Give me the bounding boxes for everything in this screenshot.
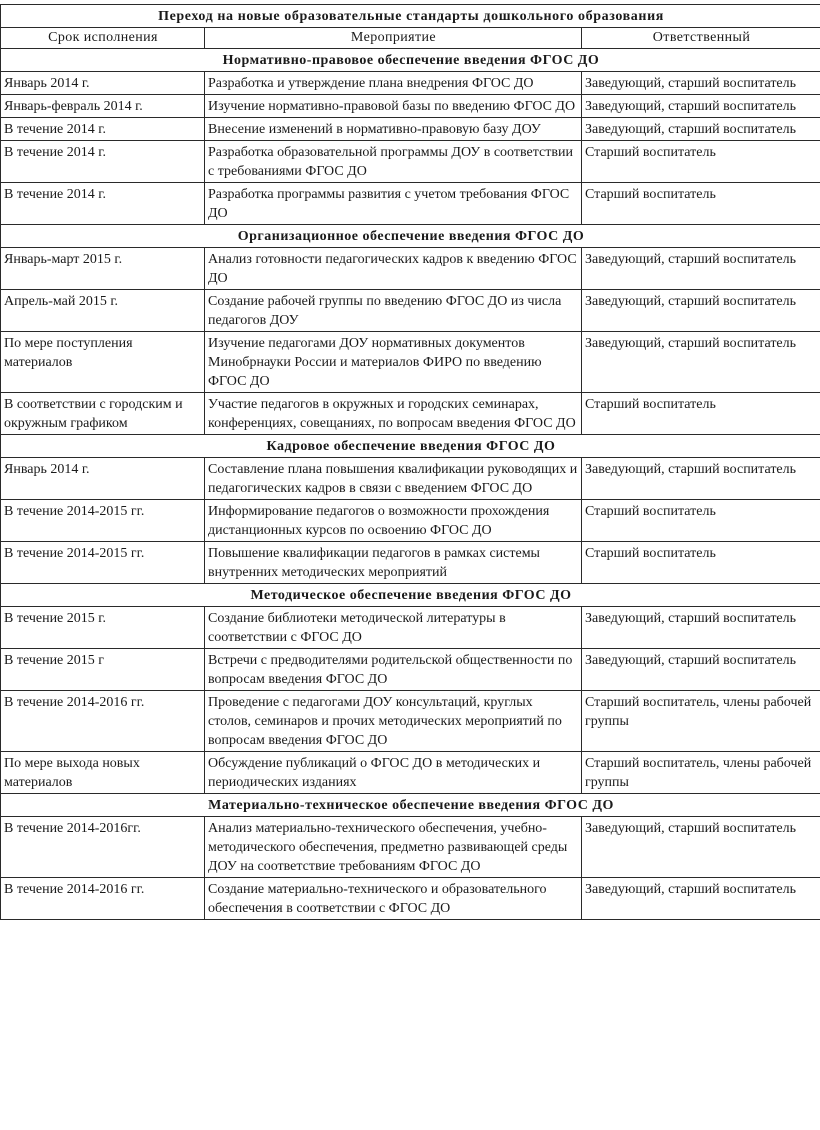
section-row (1, 225, 820, 248)
cell-activity: Изучение нормативно-правовой базы по введению ФГОС ДО (205, 95, 582, 118)
header-activity: Мероприятие (205, 28, 582, 49)
cell-term: В течение 2014 г. (1, 118, 205, 141)
cell-activity: Разработка и утверждение плана внедрения ФГОС ДО (205, 72, 582, 95)
cell-responsible: Старший воспитатель (582, 542, 820, 584)
table-row (1, 290, 820, 332)
cell-term: Январь 2014 г. (1, 72, 205, 95)
cell-activity: Создание рабочей группы по введению ФГОС ДО из числа педагогов ДОУ (205, 290, 582, 332)
cell-term: В течение 2014 г. (1, 183, 205, 225)
cell-responsible: Заведующий, старший воспитатель (582, 649, 820, 691)
table-row (1, 817, 820, 878)
table-row (1, 183, 820, 225)
section-title: Кадровое обеспечение введения ФГОС ДО (1, 435, 820, 458)
section-row (1, 49, 820, 72)
cell-activity: Создание материально-технического и образовательного обеспечения в соответствии с ФГОС ДО (205, 878, 582, 920)
table-row (1, 878, 820, 920)
implementation-plan-table (0, 4, 820, 920)
table-title: Переход на новые образовательные стандарты дошкольного образования (1, 5, 820, 28)
section-title: Методическое обеспечение введения ФГОС ДО (1, 584, 820, 607)
cell-responsible: Заведующий, старший воспитатель (582, 95, 820, 118)
table-row (1, 332, 820, 393)
table-row (1, 141, 820, 183)
cell-term: В течение 2014-2016гг. (1, 817, 205, 878)
section-title: Нормативно-правовое обеспечение введения ФГОС ДО (1, 49, 820, 72)
cell-activity: Обсуждение публикаций о ФГОС ДО в методических и периодических изданиях (205, 752, 582, 794)
section-row (1, 794, 820, 817)
cell-activity: Изучение педагогами ДОУ нормативных документов Минобрнауки России и материалов ФИРО по введению ФГОС ДО (205, 332, 582, 393)
table-row (1, 393, 820, 435)
cell-activity: Внесение изменений в нормативно-правовую базу ДОУ (205, 118, 582, 141)
table-title-row (1, 5, 820, 28)
table-row (1, 95, 820, 118)
cell-responsible: Старший воспитатель (582, 141, 820, 183)
cell-activity: Участие педагогов в окружных и городских семинарах, конференциях, совещаниях, по вопросам введения ФГОС ДО (205, 393, 582, 435)
cell-responsible: Заведующий, старший воспитатель (582, 290, 820, 332)
cell-term: В течение 2014 г. (1, 141, 205, 183)
cell-responsible: Старший воспитатель (582, 393, 820, 435)
table-row (1, 248, 820, 290)
cell-activity: Проведение с педагогами ДОУ консультаций, круглых столов, семинаров и прочих методических мероприятий по вопросам введения ФГОС ДО (205, 691, 582, 752)
table-row (1, 752, 820, 794)
cell-activity: Информирование педагогов о возможности прохождения дистанционных курсов по освоению ФГОС ДО (205, 500, 582, 542)
header-row (1, 28, 820, 49)
cell-activity: Создание библиотеки методической литературы в соответствии с ФГОС ДО (205, 607, 582, 649)
cell-responsible: Старший воспитатель, члены рабочей группы (582, 752, 820, 794)
cell-term: В течение 2014-2015 гг. (1, 500, 205, 542)
cell-term: Январь 2014 г. (1, 458, 205, 500)
cell-responsible: Заведующий, старший воспитатель (582, 817, 820, 878)
section-title: Организационное обеспечение введения ФГОС ДО (1, 225, 820, 248)
table-row (1, 118, 820, 141)
cell-term: Апрель-май 2015 г. (1, 290, 205, 332)
table-row (1, 691, 820, 752)
cell-term: По мере поступления материалов (1, 332, 205, 393)
table-row (1, 607, 820, 649)
table-row (1, 649, 820, 691)
section-row (1, 435, 820, 458)
table-row (1, 458, 820, 500)
cell-activity: Встречи с предводителями родительской общественности по вопросам введения ФГОС ДО (205, 649, 582, 691)
cell-activity: Составление плана повышения квалификации руководящих и педагогических кадров в связи с введением ФГОС ДО (205, 458, 582, 500)
cell-responsible: Старший воспитатель (582, 500, 820, 542)
cell-term: По мере выхода новых материалов (1, 752, 205, 794)
cell-activity: Разработка образовательной программы ДОУ в соответствии с требованиями ФГОС ДО (205, 141, 582, 183)
header-responsible: Ответственный (582, 28, 820, 49)
table-row (1, 72, 820, 95)
cell-activity: Разработка программы развития с учетом требования ФГОС ДО (205, 183, 582, 225)
header-term: Срок исполнения (1, 28, 205, 49)
table-row (1, 500, 820, 542)
cell-responsible: Заведующий, старший воспитатель (582, 72, 820, 95)
cell-term: В течение 2015 г (1, 649, 205, 691)
cell-term: В соответствии с городским и окружным графиком (1, 393, 205, 435)
cell-responsible: Заведующий, старший воспитатель (582, 118, 820, 141)
cell-responsible: Заведующий, старший воспитатель (582, 332, 820, 393)
cell-term: В течение 2014-2015 гг. (1, 542, 205, 584)
cell-responsible: Заведующий, старший воспитатель (582, 878, 820, 920)
table-row (1, 542, 820, 584)
cell-responsible: Заведующий, старший воспитатель (582, 248, 820, 290)
cell-term: Январь-март 2015 г. (1, 248, 205, 290)
cell-term: В течение 2014-2016 гг. (1, 878, 205, 920)
cell-responsible: Старший воспитатель, члены рабочей группы (582, 691, 820, 752)
cell-activity: Повышение квалификации педагогов в рамках системы внутренних методических мероприятий (205, 542, 582, 584)
cell-activity: Анализ материально-технического обеспечения, учебно-методического обеспечения, предметно развивающей среды ДОУ на соответствие требованиям ФГОС ДО (205, 817, 582, 878)
section-title: Материально-техническое обеспечение введения ФГОС ДО (1, 794, 820, 817)
cell-term: Январь-февраль 2014 г. (1, 95, 205, 118)
cell-activity: Анализ готовности педагогических кадров к введению ФГОС ДО (205, 248, 582, 290)
section-row (1, 584, 820, 607)
cell-responsible: Старший воспитатель (582, 183, 820, 225)
cell-term: В течение 2015 г. (1, 607, 205, 649)
cell-responsible: Заведующий, старший воспитатель (582, 458, 820, 500)
cell-responsible: Заведующий, старший воспитатель (582, 607, 820, 649)
cell-term: В течение 2014-2016 гг. (1, 691, 205, 752)
